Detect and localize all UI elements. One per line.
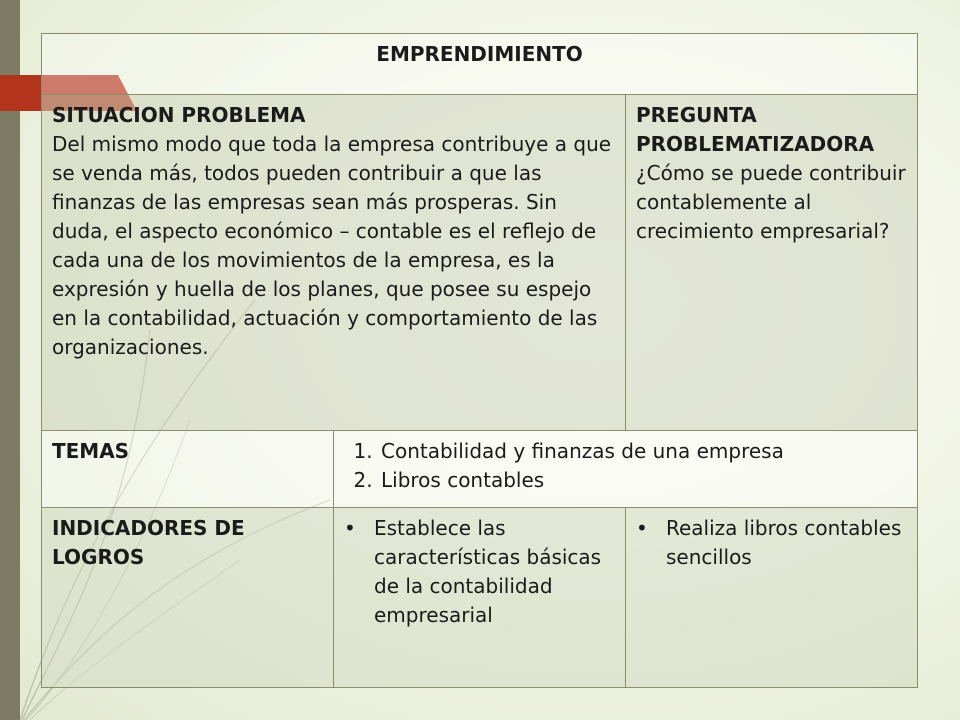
indicadores-label: INDICADORES DE LOGROS [52, 516, 245, 569]
situacion-problema-heading: SITUACION PROBLEMA [52, 103, 306, 127]
situacion-problema-cell [42, 95, 626, 431]
pregunta-problematizadora-cell [626, 95, 918, 431]
temas-list-cell [334, 431, 918, 508]
emprendimiento-table [41, 33, 918, 688]
indicador-list-2 [636, 514, 907, 572]
indicador-cell-1 [334, 508, 626, 688]
temas-list [344, 437, 907, 495]
situacion-problema-text: Del mismo modo que toda la empresa contribuye a que se venda más, todos pueden contribuir a que las finanzas de las empresas sean más prosperas. Sin duda, el aspecto económico – contable es el reflejo de cada una de los movimientos de la empresa, es la expresión y huella de los planes, que posee su espejo en la contabilidad, actuación y comportamiento de las organizaciones. [52, 132, 612, 359]
table-title: EMPRENDIMIENTO [42, 34, 918, 95]
indicadores-label-cell [42, 508, 334, 688]
indicador-list-1 [344, 514, 615, 630]
pregunta-problematizadora-heading: PREGUNTA PROBLEMATIZADORA [636, 103, 875, 156]
list-item: • Realiza libros contables sencillos [636, 514, 907, 572]
list-item: • Establece las características básicas de la contabilidad empresarial [344, 514, 615, 630]
list-item: 1. Contabilidad y finanzas de una empresa [379, 437, 907, 466]
pregunta-problematizadora-text: ¿Cómo se puede contribuir contablemente al crecimiento empresarial? [636, 161, 906, 243]
temas-label-cell [42, 431, 334, 508]
temas-label: TEMAS [52, 439, 130, 463]
indicador-cell-2 [626, 508, 918, 688]
list-item: 2. Libros contables [379, 466, 907, 495]
